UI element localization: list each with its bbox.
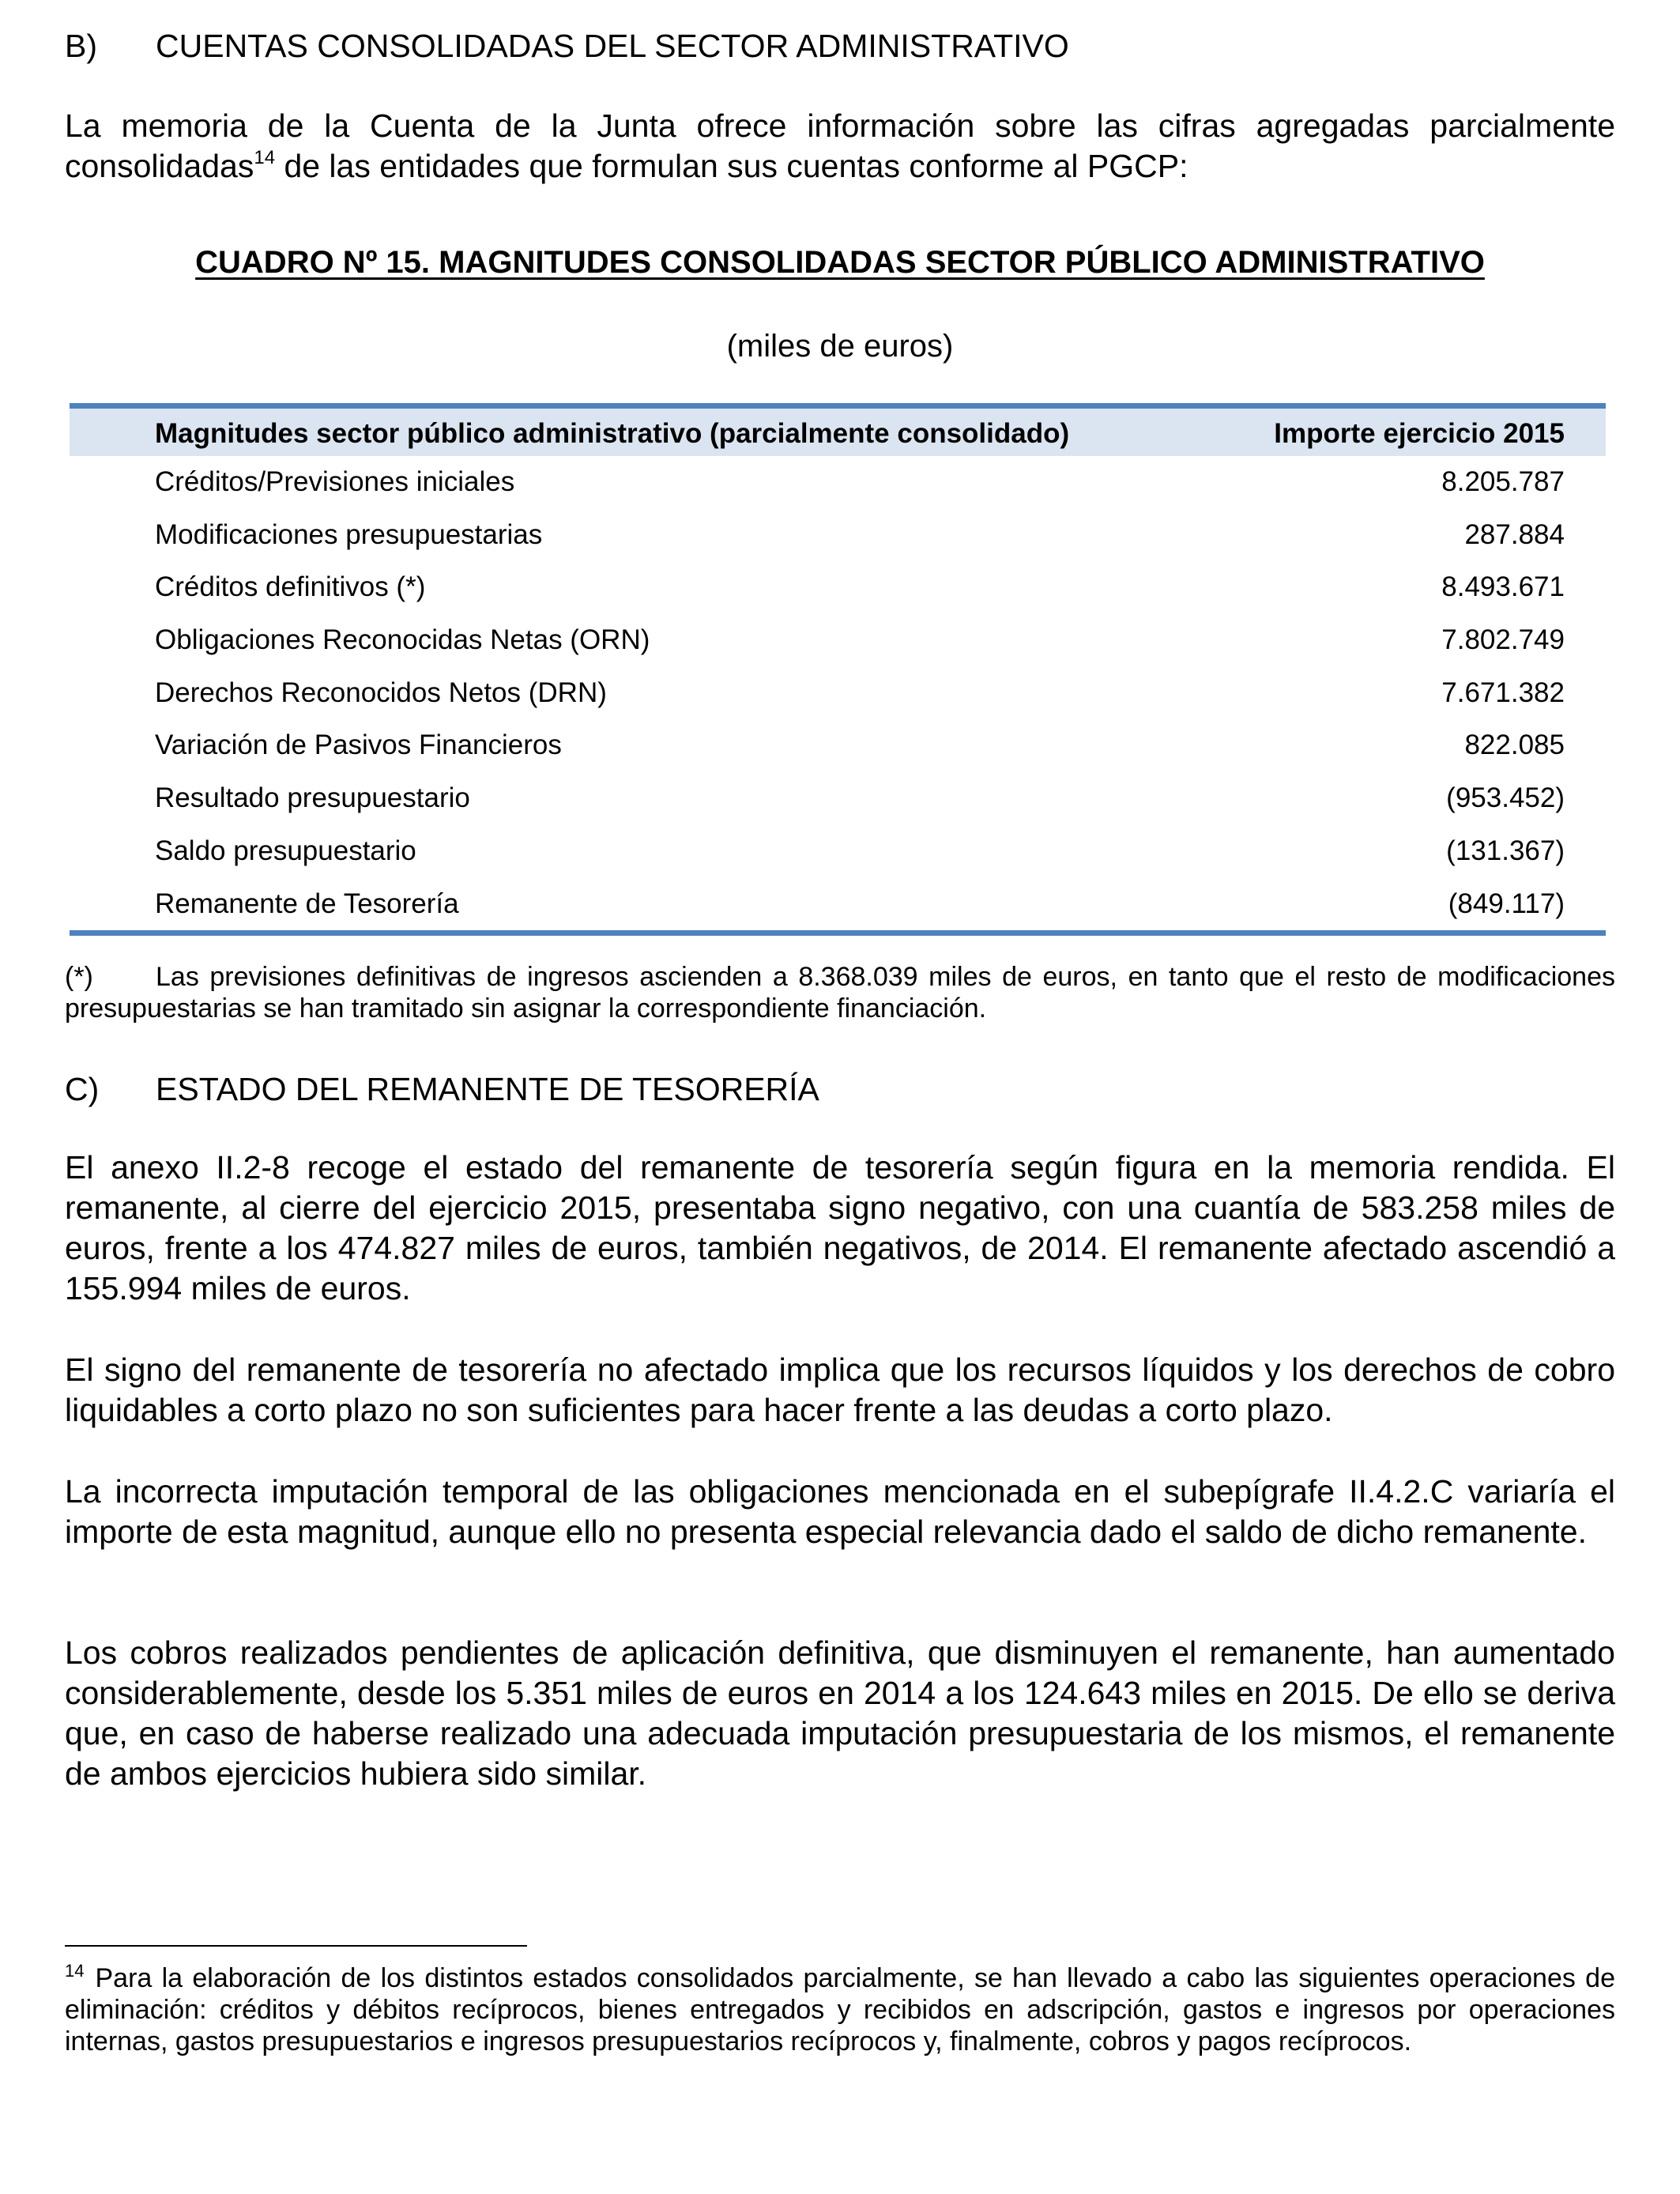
paragraph-remanente-signo: El signo del remanente de tesorería no afectado implica que los recursos líquidos y los derechos de cobro liquidables a corto plazo no son suficientes para hacer frente a las deudas a corto plazo. <box>65 1351 1615 1428</box>
row-value: 7.671.382 <box>1441 677 1565 708</box>
table-title-text: CUADRO Nº 15. MAGNITUDES CONSOLIDADAS SECTOR PÚBLICO ADMINISTRATIVO <box>195 245 1485 280</box>
table-top-rule <box>70 403 1606 409</box>
table-bottom-rule <box>70 930 1606 936</box>
table-row <box>70 614 1606 667</box>
table-title <box>65 243 1615 281</box>
table-header-magnitude: Magnitudes sector público administrativo (parcialmente consolidado) <box>155 418 1070 449</box>
footnote-number: 14 <box>65 1961 85 1981</box>
row-value: 7.802.749 <box>1441 624 1565 656</box>
row-value: (849.117) <box>1448 888 1565 919</box>
table-header-amount: Importe ejercicio 2015 <box>1274 418 1565 449</box>
table-row <box>70 719 1606 772</box>
section-c-title: ESTADO DEL REMANENTE DE TESORERÍA <box>156 1071 819 1107</box>
section-b-heading <box>65 27 1069 65</box>
row-value: 8.493.671 <box>1441 571 1565 603</box>
row-label: Créditos definitivos (*) <box>155 571 426 603</box>
table-row <box>70 772 1606 825</box>
row-label: Obligaciones Reconocidas Netas (ORN) <box>155 624 650 656</box>
section-b-letter: B) <box>65 28 97 64</box>
table-note-text: Las previsiones definitivas de ingresos ascienden a 8.368.039 miles de euros, en tanto que el resto de modificaciones presupuestarias se han tramitado sin asignar la correspondiente financiación. <box>65 962 1615 1023</box>
table-row <box>70 456 1606 509</box>
intro-text-part1: La memoria de la Cuenta de la Junta ofrece información sobre las cifras agregadas parcialmente consolidadas <box>65 107 1615 184</box>
footnote-text: Para la elaboración de los distintos estados consolidados parcialmente, se han llevado a cabo las siguientes operaciones de eliminación: créditos y débitos recíprocos, bienes entregados y recibidos en adscripción, gastos e ingresos por operaciones internas, gastos presupuestarios e ingresos presupuestarios recíprocos y, finalmente, cobros y pagos recíprocos. <box>65 1963 1615 2056</box>
row-label: Modificaciones presupuestarias <box>155 518 543 550</box>
intro-text-part2: de las entidades que formulan sus cuentas conforme al PGCP: <box>275 148 1188 184</box>
row-label: Derechos Reconocidos Netos (DRN) <box>155 677 607 708</box>
row-label: Saldo presupuestario <box>155 835 416 866</box>
row-label: Créditos/Previsiones iniciales <box>155 466 515 497</box>
table-row <box>70 509 1606 562</box>
magnitudes-table <box>70 403 1606 936</box>
row-label: Variación de Pasivos Financieros <box>155 729 562 761</box>
table-row <box>70 825 1606 878</box>
row-value: 8.205.787 <box>1441 466 1565 497</box>
table-row <box>70 878 1606 931</box>
footnote-reference[interactable]: 14 <box>254 147 276 168</box>
paragraph-cobros: Los cobros realizados pendientes de aplicación definitiva, que disminuyen el remanente, han aumentado considerablemente, desde los 5.351 miles de euros en 2014 a los 124.643 miles en 2015. De ello se deriva que, en caso de haberse realizado una adecuada imputación presupuestaria de los mismos, el remanente de ambos ejercicios hubiera sido similar. <box>65 1634 1615 1792</box>
row-label: Resultado presupuestario <box>155 782 470 814</box>
paragraph-remanente-estado: El anexo II.2-8 recoge el estado del remanente de tesorería según figura en la memoria rendida. El remanente, al cierre del ejercicio 2015, presentaba signo negativo, con una cuantía de 583.258 miles de euros, frente a los 474.827 miles de euros, también negativos, de 2014. El remanente afectado ascendió a 155.994 miles de euros. <box>65 1149 1615 1306</box>
table-row <box>70 561 1606 614</box>
table-note-mark: (*) <box>65 962 93 992</box>
row-value: (131.367) <box>1446 835 1565 866</box>
table-units: (miles de euros) <box>726 329 954 364</box>
paragraph-imputacion: La incorrecta imputación temporal de las obligaciones mencionada en el subepígrafe II.4.2.C variaría el importe de esta magnitud, aunque ello no presenta especial relevancia dado el saldo de dicho remanente. <box>65 1473 1615 1550</box>
table-row <box>70 667 1606 720</box>
table-note <box>65 961 1615 1024</box>
footnote <box>65 1962 1615 2057</box>
row-value: 287.884 <box>1464 518 1565 550</box>
section-c-letter: C) <box>65 1071 100 1107</box>
row-label: Remanente de Tesorería <box>155 888 459 919</box>
footnote-separator <box>65 1945 527 1947</box>
row-value: (953.452) <box>1446 782 1565 814</box>
section-c-heading <box>65 1070 819 1108</box>
intro-paragraph <box>65 106 1615 187</box>
row-value: 822.085 <box>1464 729 1565 761</box>
section-b-title: CUENTAS CONSOLIDADAS DEL SECTOR ADMINISTRATIVO <box>156 28 1069 64</box>
table-header-row <box>70 409 1606 456</box>
